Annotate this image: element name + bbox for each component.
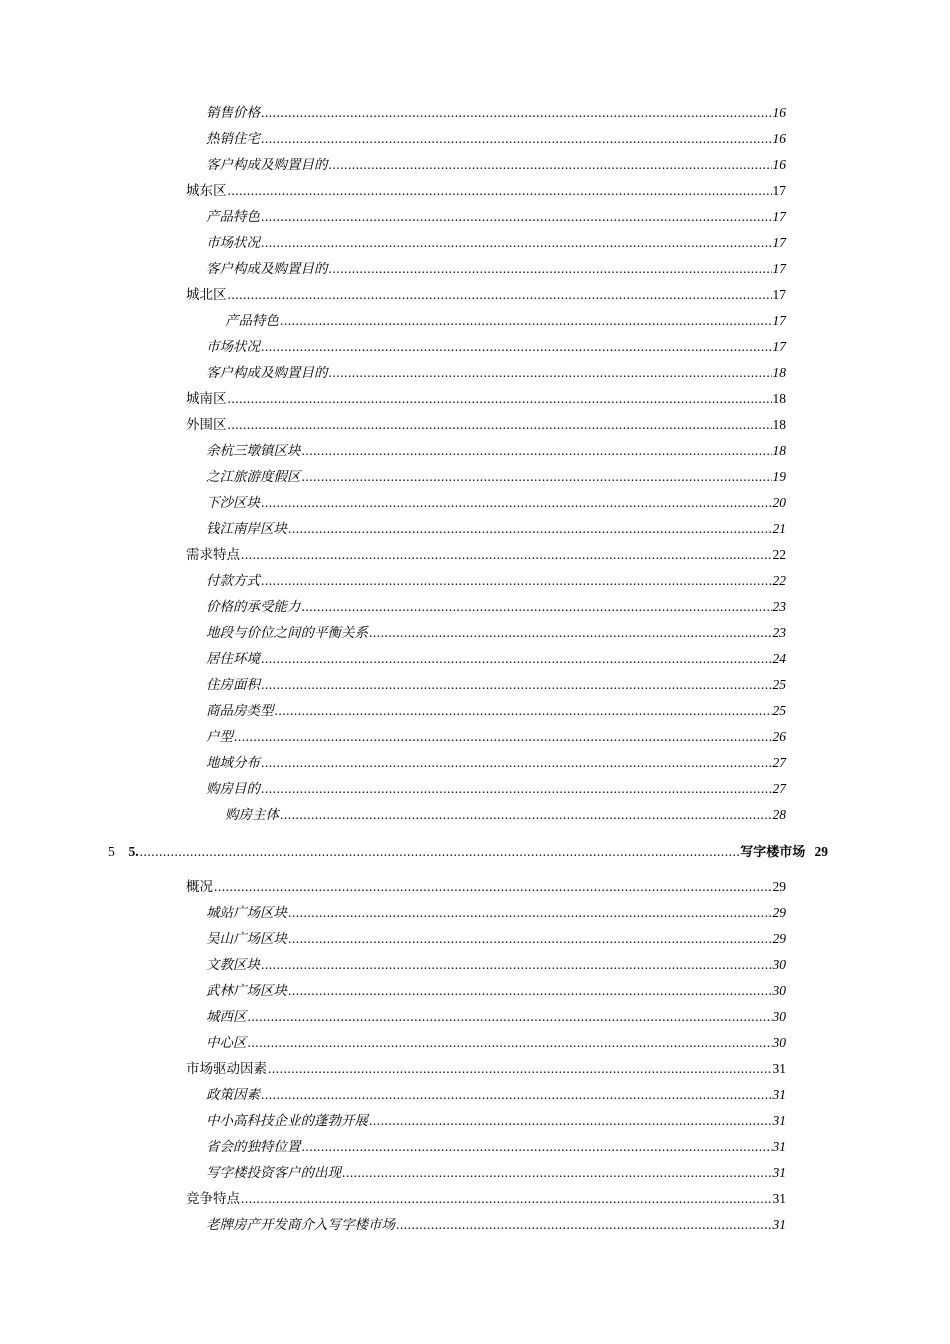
- toc-entry-page-number: 22: [772, 547, 786, 562]
- toc-entry[interactable]: [206, 495, 786, 511]
- toc-entry-title: 下沙区块: [206, 495, 260, 510]
- toc-entry[interactable]: [206, 905, 786, 921]
- toc-entry[interactable]: [206, 261, 786, 277]
- toc-entry[interactable]: [206, 1113, 786, 1129]
- toc-entry-page-number: 16: [772, 131, 786, 146]
- toc-entry-page-number: 30: [772, 1009, 786, 1024]
- toc-leader-dots: [228, 287, 772, 303]
- toc-leader-dots: [248, 1035, 772, 1051]
- toc-entry[interactable]: [206, 235, 786, 251]
- toc-entry-page-number: 25: [772, 677, 786, 692]
- toc-entry-title: 产品特色: [225, 313, 279, 328]
- toc-leader-dots: [228, 391, 772, 407]
- toc-entry-title: 价格的承受能力: [206, 599, 301, 614]
- toc-entry-page-number: 23: [772, 599, 786, 614]
- toc-entry[interactable]: [225, 313, 786, 329]
- toc-entry-title: 文教区块: [206, 957, 260, 972]
- toc-entry-page-number: 23: [772, 625, 786, 640]
- toc-leader-dots: [241, 547, 772, 563]
- toc-entry-page-number: 31: [772, 1165, 786, 1180]
- toc-entry[interactable]: [186, 879, 786, 895]
- toc-entry-page-number: 27: [772, 755, 786, 770]
- toc-entry-title: 写字楼投资客户的出现: [206, 1165, 341, 1180]
- toc-leader-dots: [261, 105, 772, 121]
- toc-leader-dots: [288, 983, 772, 999]
- toc-entry-title: 需求特点: [186, 547, 240, 562]
- toc-entry-title: 客户构成及购置目的: [206, 365, 328, 380]
- toc-entry-page-number: 21: [772, 521, 786, 536]
- toc-entry[interactable]: [206, 573, 786, 589]
- toc-entry-title: 省会的独特位置: [206, 1139, 301, 1154]
- toc-entry-title: 市场状况: [206, 339, 260, 354]
- toc-entry-title: 市场驱动因素: [186, 1061, 267, 1076]
- toc-entry-page-number: 17: [772, 261, 786, 276]
- toc-leader-dots: [288, 905, 772, 921]
- toc-entry[interactable]: [206, 365, 786, 381]
- toc-entry-page-number: 16: [772, 105, 786, 120]
- toc-leader-dots: [302, 443, 772, 459]
- toc-entry-title: 地域分布: [206, 755, 260, 770]
- toc-entry[interactable]: [206, 105, 786, 121]
- toc-entry[interactable]: [206, 1009, 786, 1025]
- toc-entry-page-number: 29: [772, 931, 786, 946]
- toc-leader-dots: [268, 1061, 772, 1077]
- toc-entry-title: 客户构成及购置目的: [206, 261, 328, 276]
- toc-entry-page-number: 17: [772, 235, 786, 250]
- toc-entry[interactable]: [186, 1191, 786, 1207]
- toc-leader-dots: [214, 879, 772, 895]
- toc-entry-title: 外围区: [186, 417, 227, 432]
- toc-entry-page-number: 25: [772, 703, 786, 718]
- toc-entry[interactable]: [186, 547, 786, 563]
- toc-entry-page-number: 19: [772, 469, 786, 484]
- toc-entry-title: 地段与价位之间的平衡关系: [206, 625, 368, 640]
- toc-leader-dots: [261, 131, 772, 147]
- toc-entry-title: 之江旅游度假区: [206, 469, 301, 484]
- toc-entry-title: 钱江南岸区块: [206, 521, 287, 536]
- toc-entry[interactable]: [186, 183, 786, 199]
- toc-entry-page-number: 31: [772, 1217, 786, 1232]
- toc-leader-dots: [261, 339, 772, 355]
- toc-entry-title: 市场状况: [206, 235, 260, 250]
- toc-entry-title: 中心区: [206, 1035, 247, 1050]
- toc-entry[interactable]: [206, 781, 786, 797]
- toc-entry[interactable]: [206, 521, 786, 537]
- toc-entry-title: 概况: [186, 879, 213, 894]
- toc-entry-title: 吴山广场区块: [206, 931, 287, 946]
- toc-entry-page-number: 30: [772, 983, 786, 998]
- toc-leader-dots: [302, 1139, 772, 1155]
- toc-entry-title: 销售价格: [206, 105, 260, 120]
- toc-entry-title: 政策因素: [206, 1087, 260, 1102]
- toc-leader-dots: [396, 1217, 772, 1233]
- toc-entry[interactable]: [186, 417, 786, 433]
- toc-entry-page-number: 31: [772, 1087, 786, 1102]
- toc-entry-title: 付款方式: [206, 573, 260, 588]
- toc-entry-page-number: 31: [772, 1191, 786, 1206]
- toc-entry[interactable]: [206, 983, 786, 999]
- toc-entry[interactable]: [206, 957, 786, 973]
- toc-entry[interactable]: [186, 1061, 786, 1077]
- toc-entry[interactable]: [206, 1035, 786, 1051]
- toc-entry[interactable]: [206, 157, 786, 173]
- toc-entry-title: 余杭三墩镇区块: [206, 443, 301, 458]
- toc-entry-title: 客户构成及购置目的: [206, 157, 328, 172]
- toc-entry-page-number: 17: [772, 183, 786, 198]
- toc-leader-dots: [261, 235, 772, 251]
- toc-leader-dots: [280, 313, 772, 329]
- toc-entry[interactable]: [206, 703, 786, 719]
- toc-entry-page-number: 29: [772, 879, 786, 894]
- toc-entry-page-number: 31: [772, 1113, 786, 1128]
- toc-leader-dots: [275, 703, 772, 719]
- toc-leader-dots: [329, 261, 772, 277]
- toc-entry-title: 老牌房产开发商介入写字楼市场: [206, 1217, 395, 1232]
- toc-entry[interactable]: [206, 1217, 786, 1233]
- toc-entry-page-number: 31: [772, 1139, 786, 1154]
- toc-entry[interactable]: [206, 339, 786, 355]
- toc-entry-page-number: 18: [772, 417, 786, 432]
- toc-entry-page-number: 30: [772, 1035, 786, 1050]
- toc-entry-page-number: 17: [772, 339, 786, 354]
- toc-entry-page-number: 18: [772, 443, 786, 458]
- toc-entry-title: 武林广场区块: [206, 983, 287, 998]
- toc-entry[interactable]: [186, 391, 786, 407]
- toc-entry-page-number: 26: [772, 729, 786, 744]
- chapter-page-number: 29: [814, 844, 828, 859]
- toc-entry-title: 城南区: [186, 391, 227, 406]
- toc-entry-title: 住房面积: [206, 677, 260, 692]
- chapter-subnumber: 5.: [128, 844, 139, 859]
- toc-entry-page-number: 16: [772, 157, 786, 172]
- toc-entry[interactable]: [206, 651, 786, 667]
- toc-leader-dots: [342, 1165, 772, 1181]
- toc-entry[interactable]: [225, 807, 786, 823]
- toc-entry[interactable]: [206, 677, 786, 693]
- toc-entry-title: 竞争特点: [186, 1191, 240, 1206]
- toc-leader-dots: [261, 651, 772, 667]
- toc-entry-page-number: 17: [772, 209, 786, 224]
- toc-entry-page-number: 30: [772, 957, 786, 972]
- toc-entry[interactable]: [206, 729, 786, 745]
- toc-leader-dots: [261, 495, 772, 511]
- toc-entry-page-number: 22: [772, 573, 786, 588]
- toc-entry-title: 城东区: [186, 183, 227, 198]
- toc-entry[interactable]: [206, 443, 786, 459]
- toc-leader-dots: [228, 417, 772, 433]
- toc-leader-dots: [261, 957, 772, 973]
- toc-entry-title: 户型: [206, 729, 233, 744]
- toc-entry[interactable]: [206, 1087, 786, 1103]
- toc-leader-dots: [369, 1113, 772, 1129]
- toc-leader-dots: [302, 469, 772, 485]
- toc-leader-dots: [234, 729, 772, 745]
- toc-entry[interactable]: [206, 755, 786, 771]
- toc-entry-title: 城西区: [206, 1009, 247, 1024]
- toc-leader-dots: [369, 625, 772, 641]
- toc-chapter-heading[interactable]: [108, 844, 828, 860]
- toc-entry-page-number: 27: [772, 781, 786, 796]
- toc-leader-dots: [228, 183, 772, 199]
- toc-entry-title: 居住环境: [206, 651, 260, 666]
- toc-leader-dots: [261, 1087, 772, 1103]
- toc-leader-dots: [261, 573, 772, 589]
- toc-entry[interactable]: [206, 469, 786, 485]
- chapter-title: 写字楼市场: [740, 845, 806, 860]
- toc-entry-page-number: 28: [772, 807, 786, 822]
- toc-entry[interactable]: [206, 131, 786, 147]
- toc-entry[interactable]: [206, 931, 786, 947]
- toc-leader-dots: [329, 157, 772, 173]
- toc-entry-page-number: 24: [772, 651, 786, 666]
- toc-entry-title: 购房主体: [225, 807, 279, 822]
- chapter-number: 5: [108, 844, 115, 859]
- toc-leader-dots: [280, 807, 772, 823]
- toc-leader-dots: [261, 781, 772, 797]
- toc-leader-dots: [329, 365, 772, 381]
- toc-leader-dots: [261, 677, 772, 693]
- toc-entry-page-number: 17: [772, 313, 786, 328]
- toc-entry-title: 产品特色: [206, 209, 260, 224]
- toc-entry-page-number: 29: [772, 905, 786, 920]
- toc-leader-dots: [288, 521, 772, 537]
- toc-leader-dots: [241, 1191, 772, 1207]
- toc-leader-dots: [302, 599, 772, 615]
- toc-entry-page-number: 20: [772, 495, 786, 510]
- toc-entry[interactable]: [206, 625, 786, 641]
- toc-entry-page-number: 18: [772, 391, 786, 406]
- toc-entry-title: 中小高科技企业的蓬勃开展: [206, 1113, 368, 1128]
- toc-entry-page-number: 18: [772, 365, 786, 380]
- toc-leader-dots: [248, 1009, 772, 1025]
- toc-leader-dots: [261, 755, 772, 771]
- toc-entry-title: 商品房类型: [206, 703, 274, 718]
- toc-entry-title: 购房目的: [206, 781, 260, 796]
- toc-entry[interactable]: [206, 1139, 786, 1155]
- chapter-leader-dots: [140, 844, 740, 860]
- toc-leader-dots: [288, 931, 772, 947]
- toc-entry-page-number: 31: [772, 1061, 786, 1076]
- toc-entry-title: 城北区: [186, 287, 227, 302]
- toc-entry[interactable]: [206, 1165, 786, 1181]
- toc-entry-page-number: 17: [772, 287, 786, 302]
- toc-entry[interactable]: [186, 287, 786, 303]
- toc-leader-dots: [261, 209, 772, 225]
- toc-entry[interactable]: [206, 599, 786, 615]
- toc-entry-title: 城站广场区块: [206, 905, 287, 920]
- toc-entry[interactable]: [206, 209, 786, 225]
- toc-entry-title: 热销住宅: [206, 131, 260, 146]
